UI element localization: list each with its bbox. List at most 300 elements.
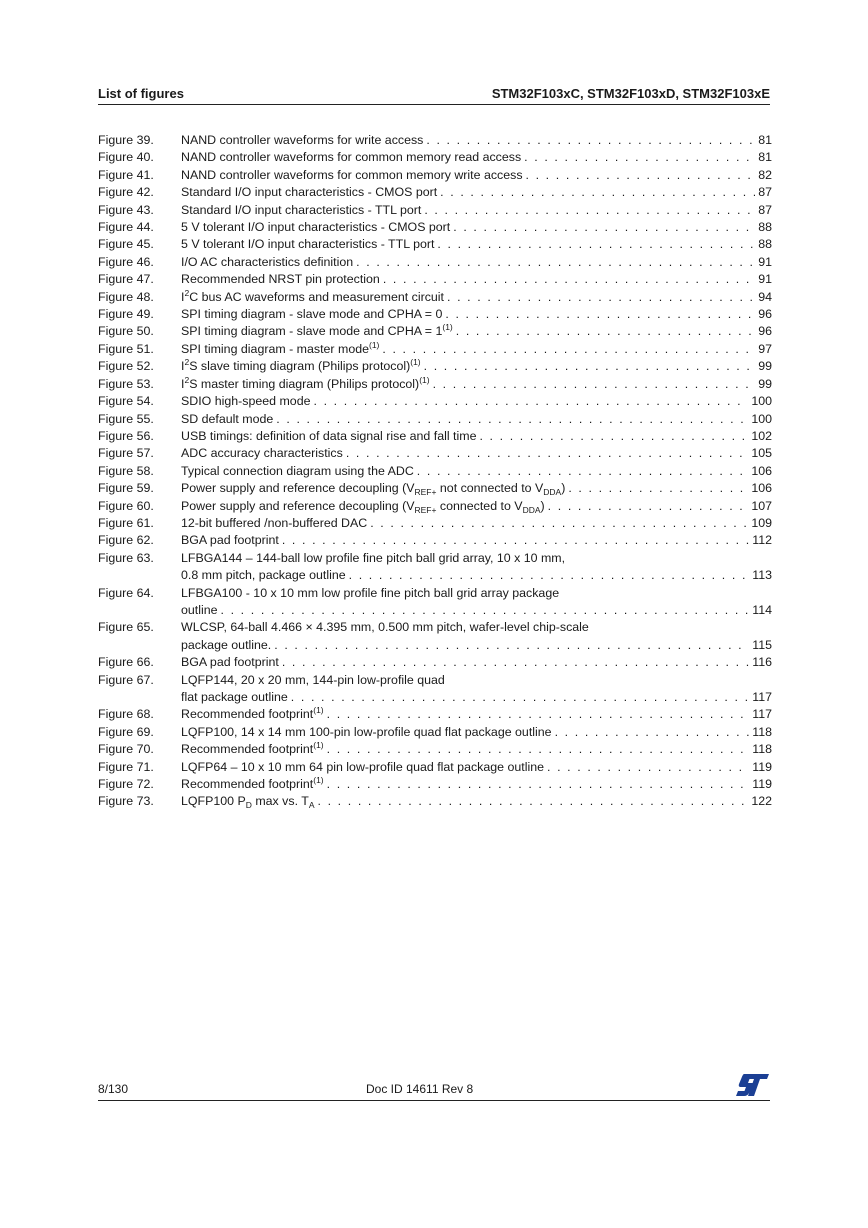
text-segment: Recommended footprint: [181, 742, 314, 757]
caption-text: [181, 793, 314, 810]
figure-number: Figure 44.: [98, 220, 154, 235]
figure-caption: [181, 254, 772, 271]
figure-number: Figure 70.: [98, 742, 154, 757]
caption-line: [181, 689, 772, 706]
toc-entry[interactable]: [98, 411, 772, 428]
figure-caption: [181, 445, 772, 462]
caption-line: [181, 236, 772, 253]
figure-number: Figure 49.: [98, 307, 154, 322]
caption-line: [181, 759, 772, 776]
figure-caption: [181, 202, 772, 219]
figure-number: Figure 62.: [98, 533, 154, 548]
dot-leader: [424, 202, 755, 219]
figure-number: Figure 39.: [98, 133, 154, 147]
caption-text: [181, 567, 346, 584]
text-segment: flat package outline: [181, 690, 288, 704]
text-segment: WLCSP, 64-ball 4.466 × 4.395 mm, 0.500 mm pitch, wafer-level chip-scale: [181, 620, 589, 635]
text-segment: S slave timing diagram (Philips protocol): [189, 359, 411, 374]
toc-entry[interactable]: [98, 428, 772, 445]
toc-entry[interactable]: [98, 672, 772, 707]
page-reference[interactable]: 105: [751, 446, 772, 461]
caption-line: [181, 585, 772, 602]
caption-text: [181, 149, 521, 166]
page-reference[interactable]: 109: [751, 515, 772, 530]
dot-leader: [526, 167, 756, 184]
page-reference[interactable]: 96: [758, 307, 772, 322]
page-reference[interactable]: 87: [758, 202, 772, 217]
page-number: 8/130: [98, 1082, 129, 1096]
superscript: 2: [184, 357, 190, 368]
superscript: (1): [442, 322, 453, 333]
page-reference[interactable]: 118: [752, 742, 772, 757]
toc-entry[interactable]: [98, 619, 772, 654]
caption-line: [181, 550, 772, 567]
page-reference[interactable]: 91: [758, 254, 772, 269]
dot-leader: [327, 741, 750, 758]
text-segment: connected to V: [436, 498, 523, 513]
figure-number: Figure 61.: [98, 515, 154, 530]
figure-number: Figure 41.: [98, 167, 154, 182]
figure-caption: [181, 619, 772, 654]
figure-caption: [181, 515, 772, 532]
figure-caption: [181, 289, 772, 306]
caption-line: [181, 724, 772, 741]
caption-text: [181, 776, 324, 793]
page-reference[interactable]: 99: [758, 376, 772, 391]
page-reference[interactable]: 99: [758, 359, 772, 374]
dot-leader: [291, 689, 749, 706]
figure-number: Figure 71.: [98, 759, 154, 774]
text-segment: ): [561, 481, 566, 496]
dot-leader: [221, 602, 750, 619]
text-segment: LFBGA100 - 10 x 10 mm low profile fine pitch ball grid array package: [181, 585, 560, 600]
caption-text: [181, 271, 380, 288]
caption-line: [181, 776, 772, 793]
figure-caption: [181, 271, 772, 288]
page-reference[interactable]: 81: [758, 133, 772, 147]
figure-number: Figure 48.: [98, 289, 154, 304]
caption-text: [181, 411, 273, 428]
page-reference[interactable]: 118: [752, 724, 772, 739]
superscript: (1): [313, 705, 324, 716]
dot-leader: [282, 532, 749, 549]
text-segment: 5 V tolerant I/O input characteristics - CMOS port: [181, 220, 451, 235]
caption-line: [181, 411, 772, 428]
text-segment: LQFP64 – 10 x 10 mm 64 pin low-profile quad flat package outline: [181, 759, 544, 774]
text-segment: I: [181, 359, 185, 374]
caption-text: [181, 289, 444, 306]
caption-line: [181, 445, 772, 462]
dot-leader: [445, 306, 755, 323]
figure-caption: [181, 219, 772, 236]
page-reference[interactable]: 115: [752, 637, 772, 652]
toc-entry[interactable]: [98, 184, 772, 201]
text-segment: Recommended NRST pin protection: [181, 272, 380, 287]
text-segment: SPI timing diagram - slave mode and CPHA = 0: [181, 307, 443, 322]
toc-entry[interactable]: [98, 167, 772, 184]
dot-leader: [314, 393, 749, 410]
dot-leader: [417, 463, 749, 480]
text-segment: I: [181, 289, 185, 304]
caption-text: [181, 445, 343, 462]
caption-line: [181, 567, 772, 584]
toc-entry[interactable]: [98, 341, 772, 358]
page-footer: [98, 1082, 770, 1102]
dot-leader: [382, 341, 755, 358]
toc-entry[interactable]: [98, 306, 772, 323]
page-reference[interactable]: 117: [752, 690, 772, 704]
figure-number: Figure 67.: [98, 672, 154, 687]
toc-entry[interactable]: [98, 149, 772, 166]
toc-entry[interactable]: [98, 236, 772, 253]
caption-text: [181, 306, 442, 323]
text-segment: Power supply and reference decoupling (V: [181, 498, 415, 513]
figure-caption: [181, 706, 772, 723]
page-reference[interactable]: 94: [758, 289, 772, 304]
superscript: (1): [419, 374, 430, 385]
page-reference[interactable]: 119: [752, 777, 772, 792]
subscript: A: [308, 800, 315, 811]
toc-entry[interactable]: [98, 793, 772, 810]
caption-line: [181, 393, 772, 410]
caption-text: [181, 532, 279, 549]
toc-entry[interactable]: [98, 289, 772, 306]
page-reference[interactable]: 119: [752, 759, 772, 774]
caption-text: [181, 741, 324, 758]
text-segment: USB timings: definition of data signal rise and fall time: [181, 428, 477, 443]
figure-caption: [181, 672, 772, 707]
caption-text: [181, 341, 379, 358]
caption-line: [181, 602, 772, 619]
figure-number: Figure 57.: [98, 446, 154, 461]
figure-number: Figure 52.: [98, 359, 154, 374]
figure-number: Figure 53.: [98, 376, 154, 391]
figure-caption: [181, 184, 772, 201]
text-segment: Standard I/O input characteristics - TTL port: [181, 202, 422, 217]
text-segment: NAND controller waveforms for write access: [181, 133, 424, 147]
dot-leader: [317, 793, 748, 810]
page-reference[interactable]: 100: [751, 394, 772, 409]
figure-number: Figure 42.: [98, 185, 154, 200]
figure-number: Figure 54.: [98, 394, 154, 409]
figure-caption: [181, 585, 772, 620]
caption-line: [181, 184, 772, 201]
caption-line: [181, 498, 772, 515]
caption-text: [181, 202, 421, 219]
caption-line: [181, 741, 772, 758]
page-reference[interactable]: 106: [751, 481, 772, 496]
dot-leader: [524, 149, 755, 166]
page-reference[interactable]: 107: [751, 498, 772, 513]
text-segment: LQFP100 P: [181, 794, 246, 809]
figure-number: Figure 47.: [98, 272, 154, 287]
page-reference[interactable]: 122: [751, 794, 772, 809]
caption-text: [181, 515, 367, 532]
figure-caption: [181, 741, 772, 758]
figure-caption: [181, 341, 772, 358]
caption-text: [181, 759, 544, 776]
caption-line: [181, 515, 772, 532]
figure-number: Figure 51.: [98, 341, 154, 356]
document-title: STM32F103xC, STM32F103xD, STM32F103xE: [491, 86, 770, 101]
text-segment: Typical connection diagram using the ADC: [181, 463, 414, 478]
caption-line: [181, 619, 772, 636]
figure-number: Figure 63.: [98, 550, 154, 565]
caption-line: [181, 306, 772, 323]
figure-number: Figure 73.: [98, 794, 154, 809]
caption-line: [181, 132, 772, 149]
dot-leader: [440, 184, 755, 201]
figure-caption: [181, 323, 772, 340]
caption-text: [181, 498, 545, 515]
caption-text: [181, 724, 552, 741]
caption-text: [181, 376, 430, 393]
figure-number: Figure 46.: [98, 254, 154, 269]
toc-entry[interactable]: [98, 445, 772, 462]
text-segment: max vs. T: [251, 794, 309, 809]
text-segment: BGA pad footprint: [181, 533, 279, 548]
page-reference[interactable]: 102: [751, 428, 772, 443]
text-segment: SDIO high-speed mode: [181, 394, 311, 409]
dot-leader: [453, 219, 755, 236]
text-segment: not connected to V: [436, 481, 544, 496]
dot-leader: [383, 271, 755, 288]
caption-text: [181, 393, 311, 410]
page-reference[interactable]: 91: [758, 272, 772, 287]
caption-line: [181, 706, 772, 723]
toc-entry[interactable]: [98, 706, 772, 723]
caption-line: [181, 428, 772, 445]
caption-line: [181, 463, 772, 480]
superscript: 2: [184, 374, 190, 385]
superscript: (1): [313, 775, 324, 786]
superscript: (1): [369, 339, 380, 350]
text-segment: LFBGA144 – 144-ball low profile fine pitch ball grid array, 10 x 10 mm,: [181, 550, 566, 565]
caption-text: [181, 672, 445, 689]
toc-entry[interactable]: [98, 776, 772, 793]
figure-caption: [181, 167, 772, 184]
text-segment: LQFP144, 20 x 20 mm, 144-pin low-profile quad: [181, 672, 445, 687]
text-segment: NAND controller waveforms for common memory read access: [181, 150, 522, 165]
toc-entry[interactable]: [98, 463, 772, 480]
figure-caption: [181, 532, 772, 549]
caption-line: [181, 654, 772, 671]
page-reference[interactable]: 112: [752, 533, 772, 548]
toc-entry[interactable]: [98, 271, 772, 288]
section-title: List of figures: [98, 86, 184, 101]
subscript: REF+: [414, 487, 437, 498]
dot-leader: [568, 480, 748, 497]
caption-line: [181, 672, 772, 689]
figure-caption: [181, 776, 772, 793]
toc-entry[interactable]: [98, 498, 772, 515]
toc-entry[interactable]: [98, 550, 772, 585]
caption-line: [181, 376, 772, 393]
dot-leader: [547, 759, 749, 776]
figure-number: Figure 40.: [98, 150, 154, 165]
caption-text: [181, 428, 476, 445]
dot-leader: [424, 358, 756, 375]
caption-line: [181, 793, 772, 810]
toc-entry[interactable]: [98, 585, 772, 620]
toc-entry[interactable]: [98, 358, 772, 375]
dot-leader: [456, 323, 755, 340]
superscript: (1): [313, 740, 324, 751]
superscript: 2: [184, 287, 190, 298]
caption-line: [181, 358, 772, 375]
dot-leader: [327, 706, 750, 723]
caption-text: [181, 254, 353, 271]
caption-line: [181, 202, 772, 219]
caption-line: [181, 219, 772, 236]
caption-text: [181, 184, 437, 201]
text-segment: ADC accuracy characteristics: [181, 446, 343, 461]
text-segment: Power supply and reference decoupling (V: [181, 481, 415, 496]
figure-caption: [181, 759, 772, 776]
figure-number: Figure 45.: [98, 237, 154, 252]
figure-caption: [181, 236, 772, 253]
toc-entry[interactable]: [98, 759, 772, 776]
caption-text: [181, 689, 288, 706]
figure-number: Figure 50.: [98, 324, 154, 339]
dot-leader: [447, 289, 755, 306]
figure-number: Figure 55.: [98, 411, 154, 426]
caption-text: [181, 463, 414, 480]
toc-entry[interactable]: [98, 393, 772, 410]
page-reference[interactable]: 88: [758, 220, 772, 235]
text-segment: 12-bit buffered /non-buffered DAC: [181, 515, 368, 530]
figure-caption: [181, 724, 772, 741]
text-segment: LQFP100, 14 x 14 mm 100-pin low-profile quad flat package outline: [181, 724, 552, 739]
dot-leader: [370, 515, 748, 532]
text-segment: Standard I/O input characteristics - CMOS port: [181, 185, 438, 200]
caption-text: [181, 585, 559, 602]
caption-text: [181, 550, 565, 567]
dot-leader: [276, 411, 748, 428]
dot-leader: [555, 724, 750, 741]
figure-number: Figure 43.: [98, 202, 154, 217]
figure-number: Figure 68.: [98, 707, 154, 722]
caption-text: [181, 167, 523, 184]
page-reference[interactable]: 113: [752, 568, 772, 583]
dot-leader: [433, 376, 756, 393]
toc-entry[interactable]: [98, 724, 772, 741]
caption-text: [181, 323, 453, 340]
document-id: Doc ID 14611 Rev 8: [366, 1082, 474, 1096]
page-reference[interactable]: 106: [751, 463, 772, 478]
dot-leader: [437, 236, 755, 253]
figure-caption: [181, 149, 772, 166]
toc-entry[interactable]: [98, 532, 772, 549]
figure-number: Figure 66.: [98, 655, 154, 670]
caption-text: [181, 637, 271, 654]
page-reference[interactable]: 96: [758, 324, 772, 339]
figure-number: Figure 58.: [98, 463, 154, 478]
caption-line: [181, 323, 772, 340]
caption-line: [181, 532, 772, 549]
text-segment: I/O AC characteristics definition: [181, 254, 354, 269]
page-reference[interactable]: 114: [752, 602, 772, 617]
toc-entry[interactable]: [98, 219, 772, 236]
page-reference[interactable]: 88: [758, 237, 772, 252]
st-logo-icon: [736, 1073, 770, 1097]
caption-line: [181, 254, 772, 271]
toc-entry[interactable]: [98, 376, 772, 393]
figure-number: Figure 65.: [98, 620, 154, 635]
figure-caption: [181, 358, 772, 375]
text-segment: SPI timing diagram - master mode: [181, 341, 369, 356]
toc-entry[interactable]: [98, 480, 772, 497]
figure-number: Figure 59.: [98, 481, 154, 496]
toc-entry[interactable]: [98, 741, 772, 758]
figure-caption: [181, 654, 772, 671]
superscript: (1): [410, 357, 421, 368]
figure-caption: [181, 411, 772, 428]
dot-leader: [327, 776, 750, 793]
page-reference[interactable]: 116: [752, 655, 772, 670]
dot-leader: [426, 132, 755, 149]
dot-leader: [356, 254, 755, 271]
caption-line: [181, 637, 772, 654]
toc-entry[interactable]: [98, 202, 772, 219]
text-segment: ): [540, 498, 545, 513]
caption-line: [181, 271, 772, 288]
text-segment: SD default mode: [181, 411, 274, 426]
text-segment: I: [181, 376, 185, 391]
caption-line: [181, 167, 772, 184]
text-segment: BGA pad footprint: [181, 655, 279, 670]
toc-entry[interactable]: [98, 323, 772, 340]
caption-line: [181, 289, 772, 306]
list-of-figures: [98, 132, 772, 811]
page-reference[interactable]: 97: [758, 341, 772, 356]
subscript: D: [245, 800, 252, 811]
text-segment: package outline.: [181, 637, 272, 652]
dot-leader: [349, 567, 750, 584]
dot-leader: [479, 428, 748, 445]
toc-entry[interactable]: [98, 654, 772, 671]
figure-number: Figure 69.: [98, 724, 154, 739]
figure-caption: [181, 498, 772, 515]
dot-leader: [274, 637, 749, 654]
page-reference[interactable]: 82: [758, 167, 772, 182]
dot-leader: [346, 445, 749, 462]
text-segment: Recommended footprint: [181, 707, 314, 722]
caption-text: [181, 219, 450, 236]
subscript: REF+: [414, 504, 437, 515]
text-segment: SPI timing diagram - slave mode and CPHA = 1: [181, 324, 443, 339]
figure-number: Figure 72.: [98, 777, 154, 792]
page-reference[interactable]: 87: [758, 185, 772, 200]
text-segment: outline: [181, 602, 218, 617]
figure-caption: [181, 306, 772, 323]
text-segment: 5 V tolerant I/O input characteristics - TTL port: [181, 237, 435, 252]
figure-caption: [181, 376, 772, 393]
caption-line: [181, 149, 772, 166]
toc-entry[interactable]: [98, 132, 772, 149]
caption-text: [181, 480, 565, 497]
figure-caption: [181, 550, 772, 585]
figure-caption: [181, 480, 772, 497]
page-reference[interactable]: 117: [752, 707, 772, 722]
subscript: DDA: [522, 504, 541, 515]
toc-entry[interactable]: [98, 515, 772, 532]
figure-number: Figure 60.: [98, 498, 154, 513]
toc-entry[interactable]: [98, 254, 772, 271]
dot-leader: [548, 498, 749, 515]
page-reference[interactable]: 100: [751, 411, 772, 426]
page-reference[interactable]: 81: [758, 150, 772, 165]
